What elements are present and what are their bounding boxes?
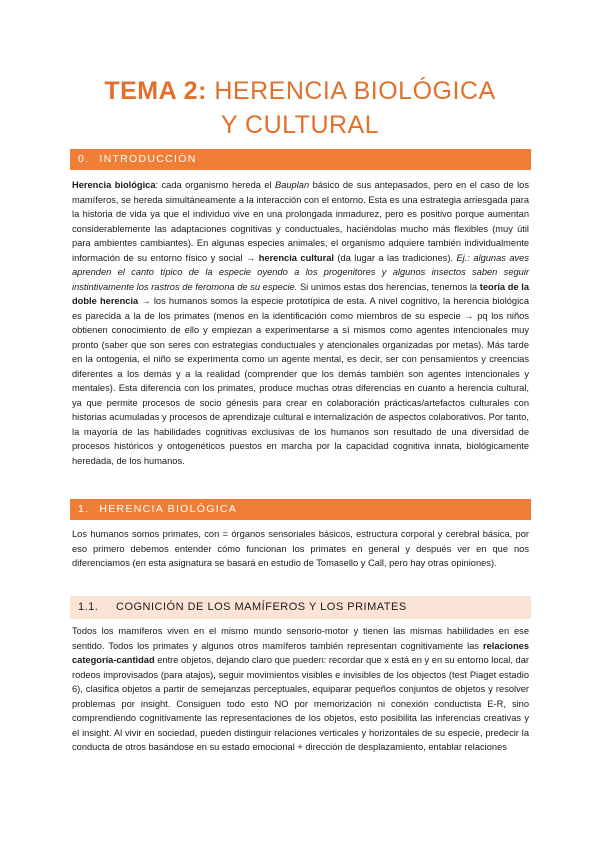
term-herencia-biologica: Herencia biológica — [72, 180, 156, 190]
title-prefix: TEMA 2: — [104, 77, 207, 105]
cognicion-text: Todos los mamíferos viven en el mismo mundo sensorio-motor y tienen las mismas habilidades en ese sentido. Todos los primates y algunos otros mamíferos también representan cognitivamente las — [72, 626, 529, 651]
intro-text: (da lugar a las tradiciones). — [333, 252, 457, 263]
section-number: 1. — [78, 503, 90, 515]
section-label: HERENCIA BIOLÓGICA — [99, 503, 238, 515]
intro-text: → los humanos somos la especie prototípica de esta. A nivel cognitivo, la herencia biológica es parecida a la de los primates (menos en la identificación como miembros de su especie → pq los niños obtienen conocimiento de ello y empiezan a experimentarse a sí mismos como agentes intencionales muy pronto (saber que son seres con estrategias conductuales y atencionales organizadas por metas). Más tarde en la ontogenia, el niño se experimenta como un agente mental, es decir, ser con pensamientos y creencias diferentes a los demás y a la realidad (comprender que los demás también son agentes intencionales y mentales). Esta diferencia con los primates, produce muchas otras diferencias en cuanto a herencia cultural, ya que permite procesos de socio génesis para crear en colaboración prácticas/artefactos culturales con historias acumuladas y procesos de aprendizaje cultural e internalización de aspectos colaborativos. Por tanto, la mayoría de las habilidades cognitivas exclusivas de los humanos son resultado de una diversidad de procesos históricos y ontogenéticos puestos en marcha por la capacidad cognitiva innata, biológicamente heredada, de los humanos. — [72, 296, 529, 466]
title-line-1 — [0, 74, 600, 108]
page-title — [0, 74, 600, 142]
section-number: 0. — [78, 153, 90, 165]
section-heading-herencia-biologica — [70, 499, 531, 520]
term-bauplan: Bauplan — [275, 180, 310, 190]
term-relaciones-categoria-cantidad: relaciones categoría-cantidad — [72, 640, 529, 665]
subsection-heading-cognicion — [70, 596, 531, 619]
title-line-2: Y CULTURAL — [220, 111, 380, 139]
term-doble-herencia: teoría de la doble herencia — [72, 281, 529, 306]
example-text: Ej.: algunas aves aprenden el canto típico de la especie oyendo a los progenitores y algunos insectos saben seguir instintivamente los rastros de feromona de su especie. — [72, 252, 529, 292]
subsection-number: 1.1. — [78, 601, 99, 613]
intro-text: : cada organismo hereda el — [155, 180, 276, 190]
cognicion-text: entre objetos, dejando claro que pueden: recordar que x está en y en su entorno local, dar rodeos improvisados (para atajos), seguir movimientos visibles e invisibles de los objectos (test Piaget estadio 6), clasifica objetos a partir de semejanzas perceptuales, equiparar pequeños conjuntos de objetos y resolver problemas por insight. Consiguen todo esto NO por memorización ni conexión conductista E-R, sino comprendiendo cognitivamente las representaciones de los objetos, esto posibilita las inferencias creativas y el insight. Al vivir en sociedad, pueden distinguir relaciones verticales y horizontales de su especie, predecir la conducta de otros basándose en su estado emocional + dirección de desplazamiento, entablar relaciones — [72, 655, 529, 752]
term-herencia-cultural: herencia cultural — [258, 252, 334, 263]
intro-paragraph — [72, 178, 529, 468]
section-heading-introduccion — [70, 149, 531, 170]
herencia-paragraph: Los humanos somos primates, con = órganos sensoriales básicos, estructura corporal y cerebral básica, por eso primero debemos entender cómo funcionan los primates en general y después ver en que nos diferenciamos (en esta asignatura se basará en estudio de Tomasello y Call, pero hay otras opiniones). — [72, 529, 529, 568]
section-label: INTRODUCCIÓN — [99, 153, 197, 165]
subsection-label: COGNICIÓN DE LOS MAMÍFEROS Y LOS PRIMATES — [116, 601, 407, 613]
cognicion-paragraph — [72, 624, 529, 755]
title-line1-text: HERENCIA BIOLÓGICA — [214, 77, 496, 105]
intro-text: Si unimos estas dos herencias, tenemos la — [297, 281, 480, 292]
intro-text: básico de sus antepasados, pero en el caso de los mamíferos, se hereda simultáneamente a la interacción con el entorno. Esta es una estrategia arriesgada para la historia de vida ya que el individuo vive en una prolongada inmadurez, pero es positivo porque aumentan considerablemente las adaptaciones cognitivas y conductuales, haciéndolas mucho más flexibles (muy útil para ambientes cambiantes). En algunas especies animales, el organismo adquiere también individualmente información de su entorno físico y social → — [72, 180, 530, 263]
